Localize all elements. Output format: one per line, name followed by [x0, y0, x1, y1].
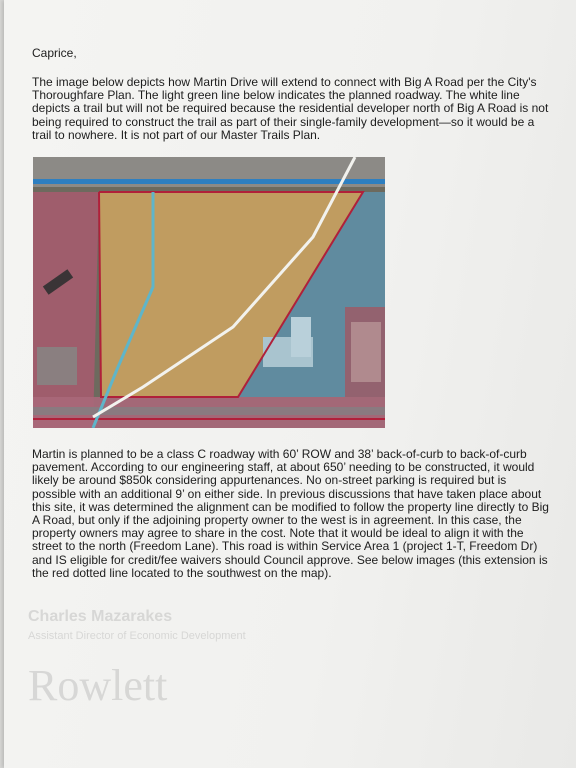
map-graphic — [33, 157, 385, 428]
bleed-logo: Rowlett — [28, 661, 168, 710]
big-a-road — [33, 407, 385, 415]
paragraph-2 — [32, 448, 552, 580]
paragraph-1 — [32, 76, 552, 142]
bleed-name: Charles Mazarakes — [28, 608, 173, 625]
east-strip-building — [351, 322, 381, 382]
east-building-2 — [291, 317, 311, 357]
letter-page — [4, 0, 576, 768]
north-road — [33, 179, 385, 184]
paragraph-1-text: The image below depicts how Martin Drive will extend to connect with Big A Road per the City's Thoroughfare Plan. The light green line below indicates the planned roadway. The white line depicts a trail but will not be required because the residential developer north of Big A Road is not being required to construct the trail as part of their single-family development—so it would be a trail to nowhere. It is not part of our Master Trails Plan. — [32, 75, 549, 142]
greeting — [32, 47, 552, 60]
greeting-text: Caprice, — [32, 46, 77, 60]
paragraph-2-text: Martin is planned to be a class C roadway with 60’ ROW and 38’ back-of-curb to back-of-curb pavement. According to our engineering staff, at about 650’ needing to be constructed, it would likely be around $850k considering appurtenances. No on-street parking is required but is possible with an additional 9’ on either side. In previous discussions that have taken place about this site, it was determined the alignment can be modified to follow the property line directly to Big A Road, but only if the adjoining property owner to the west is in agreement. In this case, the property owners may agree to share in the cost. Note that it would be ideal to align it with the street to the north (Freedom Lane). This road is within Service Area 1 (project 1-T, Freedom Dr) and IS eligible for credit/fee waivers should Council approve. See below images (this extension is the red dotted line located to the southwest on the map). — [32, 447, 549, 580]
west-building — [37, 347, 77, 385]
aerial-map — [33, 157, 385, 428]
bleed-title: Assistant Director of Economic Development — [28, 630, 246, 642]
west-zone — [33, 192, 99, 428]
